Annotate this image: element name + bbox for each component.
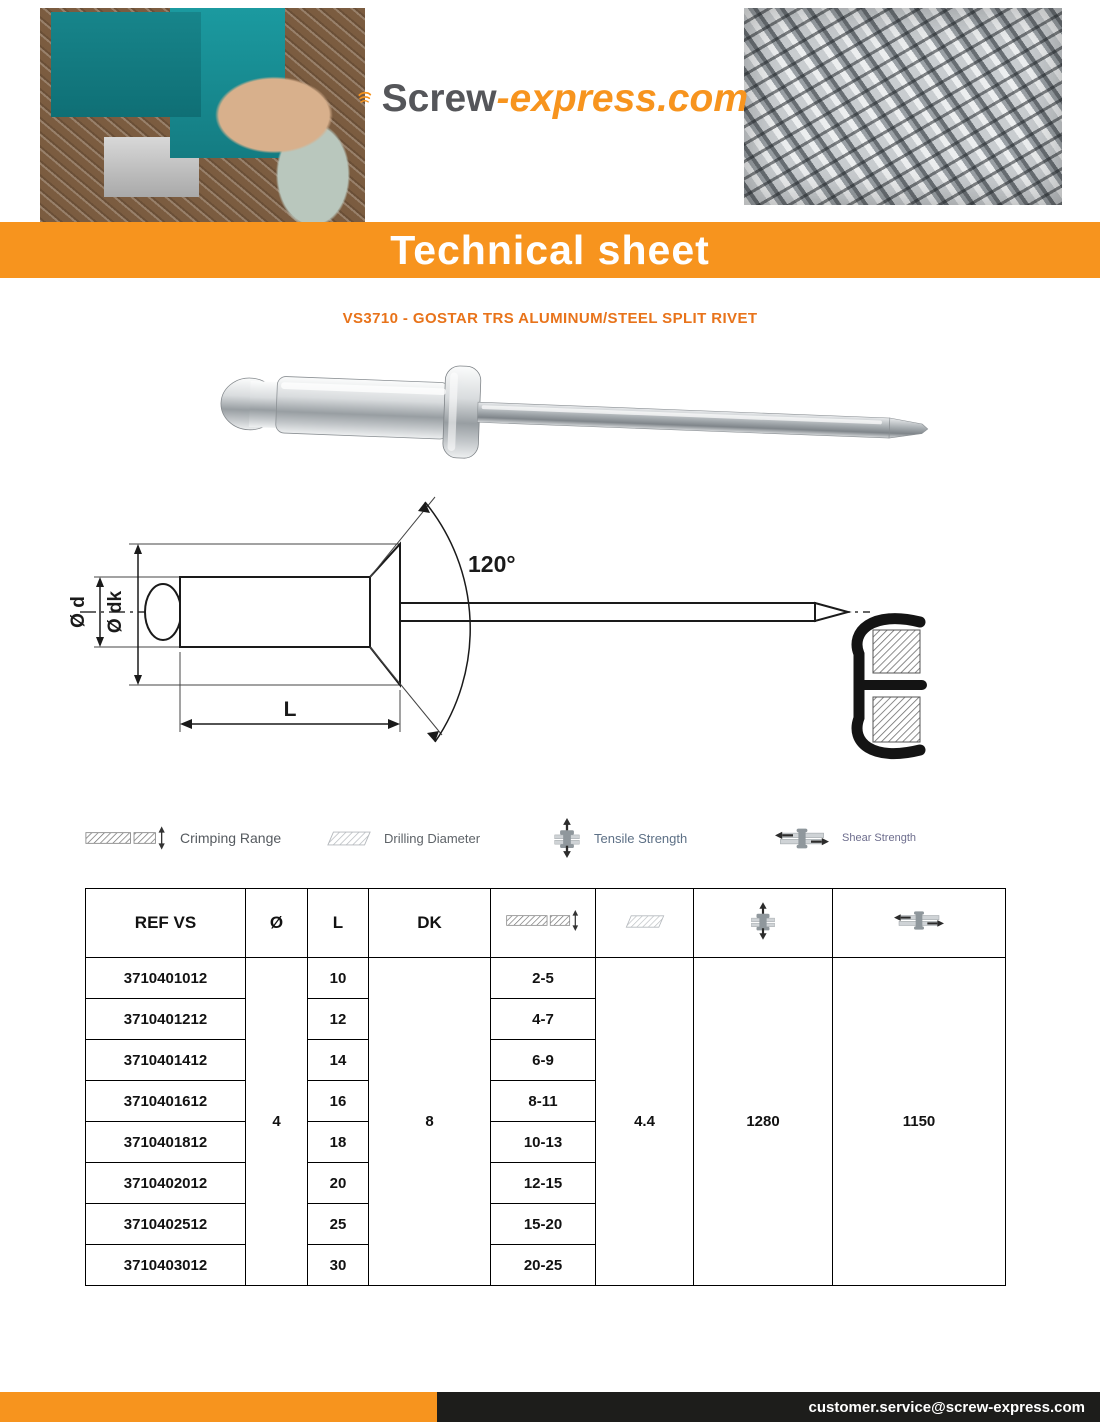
- header-drilling-diameter-cell: [596, 889, 694, 958]
- footer-orange-bar: [0, 1392, 437, 1422]
- drilling-diameter-icon: [625, 915, 665, 928]
- angle-label: 120°: [468, 551, 516, 577]
- installed-rivet-illustration: [857, 619, 922, 754]
- header-diameter: Ø: [246, 889, 308, 958]
- rivet-product-photo: [195, 362, 965, 482]
- shear-strength-icon: [775, 825, 829, 852]
- tensile-strength-icon: [750, 902, 776, 940]
- logo-swoosh-icon: [358, 70, 372, 126]
- technical-sheet-banner: [0, 222, 1100, 278]
- header-shear-strength-cell: [833, 889, 1006, 958]
- dim-dk-label: Ø dk: [105, 590, 126, 634]
- rivet-photo-illustration: [195, 362, 965, 477]
- legend-label-crimping-range: Crimping Range: [180, 830, 282, 846]
- length-cell: 10: [308, 958, 369, 999]
- header-dk: DK: [369, 889, 491, 958]
- length-cell: 18: [308, 1122, 369, 1163]
- spec-table: [85, 888, 1006, 1286]
- workbench-photo: [40, 8, 365, 222]
- drilling-diameter-icon: [327, 831, 371, 846]
- footer: [0, 1392, 1100, 1422]
- tensile-cell: 1280: [694, 958, 833, 1286]
- legend-label-shear-strength: Shear Strength: [842, 832, 916, 844]
- length-cell: 25: [308, 1204, 369, 1245]
- crimp-cell: 15-20: [491, 1204, 596, 1245]
- brand-name-primary: Screw: [381, 76, 497, 120]
- header-tensile-strength-cell: [694, 889, 833, 958]
- brand-name-tld: .com: [656, 76, 748, 120]
- ref-cell: 3710402012: [86, 1163, 246, 1204]
- ref-cell: 3710403012: [86, 1245, 246, 1286]
- length-cell: 14: [308, 1040, 369, 1081]
- length-label: L: [283, 698, 297, 721]
- brand-name: [381, 76, 748, 120]
- table-header-row: [86, 889, 1006, 958]
- legend-item-tensile-strength: [553, 816, 687, 860]
- dk-cell: 8: [369, 958, 491, 1286]
- ref-cell: 3710401012: [86, 958, 246, 999]
- banner-title: Technical sheet: [390, 226, 710, 273]
- crimp-cell: 4-7: [491, 999, 596, 1040]
- dimension-diagram: [70, 492, 950, 769]
- crimping-range-icon: [505, 910, 581, 931]
- crimp-cell: 8-11: [491, 1081, 596, 1122]
- legend-label-tensile-strength: Tensile Strength: [594, 830, 688, 846]
- crimp-cell: 20-25: [491, 1245, 596, 1286]
- header-ref: REF VS: [86, 889, 246, 958]
- legend-item-crimping-range: [85, 816, 281, 860]
- crimp-cell: 6-9: [491, 1040, 596, 1081]
- length-cell: 20: [308, 1163, 369, 1204]
- legend: [85, 816, 1025, 860]
- ref-cell: 3710401212: [86, 999, 246, 1040]
- brand-name-secondary: -express: [496, 76, 657, 120]
- ref-cell: 3710401612: [86, 1081, 246, 1122]
- legend-item-shear-strength: [775, 816, 916, 860]
- product-title: VS3710 - GOSTAR TRS ALUMINUM/STEEL SPLIT RIVET: [342, 310, 758, 327]
- footer-dark-bar: [437, 1392, 1100, 1422]
- contact-email: customer.service@screw-express.com: [808, 1398, 1085, 1416]
- dim-d-label: Ø d: [70, 596, 89, 628]
- crimp-cell: 12-15: [491, 1163, 596, 1204]
- ref-cell: 3710401812: [86, 1122, 246, 1163]
- ref-cell: 3710402512: [86, 1204, 246, 1245]
- tensile-strength-icon: [553, 818, 581, 858]
- brand-logo: [358, 70, 748, 126]
- length-cell: 30: [308, 1245, 369, 1286]
- shear-cell: 1150: [833, 958, 1006, 1286]
- length-cell: 16: [308, 1081, 369, 1122]
- ref-cell: 3710401412: [86, 1040, 246, 1081]
- length-cell: 12: [308, 999, 369, 1040]
- crimping-range-icon: [85, 826, 167, 850]
- shear-strength-icon: [894, 908, 944, 933]
- crimp-cell: 10-13: [491, 1122, 596, 1163]
- dimension-diagram-drawing: [70, 492, 950, 764]
- table-row: [86, 958, 1006, 999]
- legend-label-drilling-diameter: Drilling Diameter: [384, 830, 481, 846]
- drilling-cell: 4.4: [596, 958, 694, 1286]
- legend-item-drilling-diameter: [327, 816, 480, 860]
- screws-pile-photo: [744, 8, 1062, 205]
- header-crimping-range-cell: [491, 889, 596, 958]
- crimp-cell: 2-5: [491, 958, 596, 999]
- header-length: L: [308, 889, 369, 958]
- diameter-cell: 4: [246, 958, 308, 1286]
